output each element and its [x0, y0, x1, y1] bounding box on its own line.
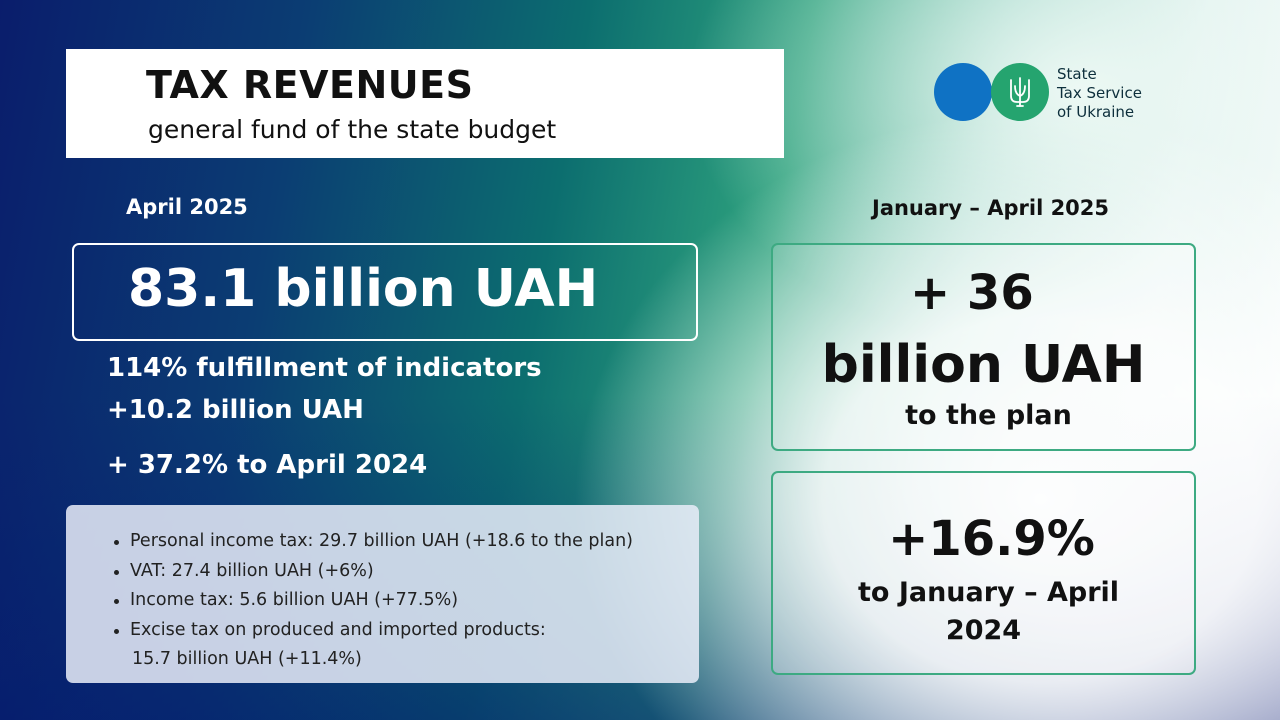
logo-text [1057, 65, 1142, 122]
logo-line-2: Tax Service [1057, 84, 1142, 102]
yoy-stat: + 37.2% to April 2024 [107, 450, 428, 480]
logo-line-1: State [1057, 65, 1097, 83]
growth-caption-line-2: 2024 [945, 615, 1022, 646]
page-title: TAX REVENUES [146, 63, 474, 107]
blue-circle-icon [934, 63, 992, 121]
april-total-box [72, 243, 698, 341]
plan-excess-caption: to the plan [905, 400, 1072, 431]
list-item-continuation: 15.7 billion UAH (+11.4%) [132, 649, 362, 669]
state-tax-service-logo [934, 63, 1174, 123]
jan-apr-period-label: January – April 2025 [872, 196, 1110, 220]
list-item: Income tax: 5.6 billion UAH (+77.5%) [114, 586, 633, 616]
page-subtitle: general fund of the state budget [148, 115, 557, 144]
list-item: VAT: 27.4 billion UAH (+6%) [114, 557, 633, 587]
over-plan-stat: +10.2 billion UAH [107, 395, 364, 425]
tax-breakdown-list [114, 527, 633, 675]
fulfillment-stat: 114% fulfillment of indicators [107, 353, 542, 383]
plan-excess-unit: billion UAH [821, 335, 1146, 395]
tax-breakdown-panel [66, 505, 699, 683]
april-period-label: April 2025 [126, 195, 248, 219]
list-item: Excise tax on produced and imported products: [114, 616, 633, 646]
trident-emblem-icon [991, 63, 1049, 121]
growth-value: +16.9% [888, 511, 1095, 567]
april-total-value: 83.1 billion UAH [128, 259, 599, 319]
growth-caption-line-1: to January – April [857, 577, 1120, 608]
growth-box [771, 471, 1196, 675]
title-panel [66, 49, 784, 158]
list-item: Personal income tax: 29.7 billion UAH (+18.6 to the plan) [114, 527, 633, 557]
plan-excess-box [771, 243, 1196, 451]
plan-excess-value: + 36 [910, 265, 1034, 321]
logo-line-3: of Ukraine [1057, 103, 1135, 121]
